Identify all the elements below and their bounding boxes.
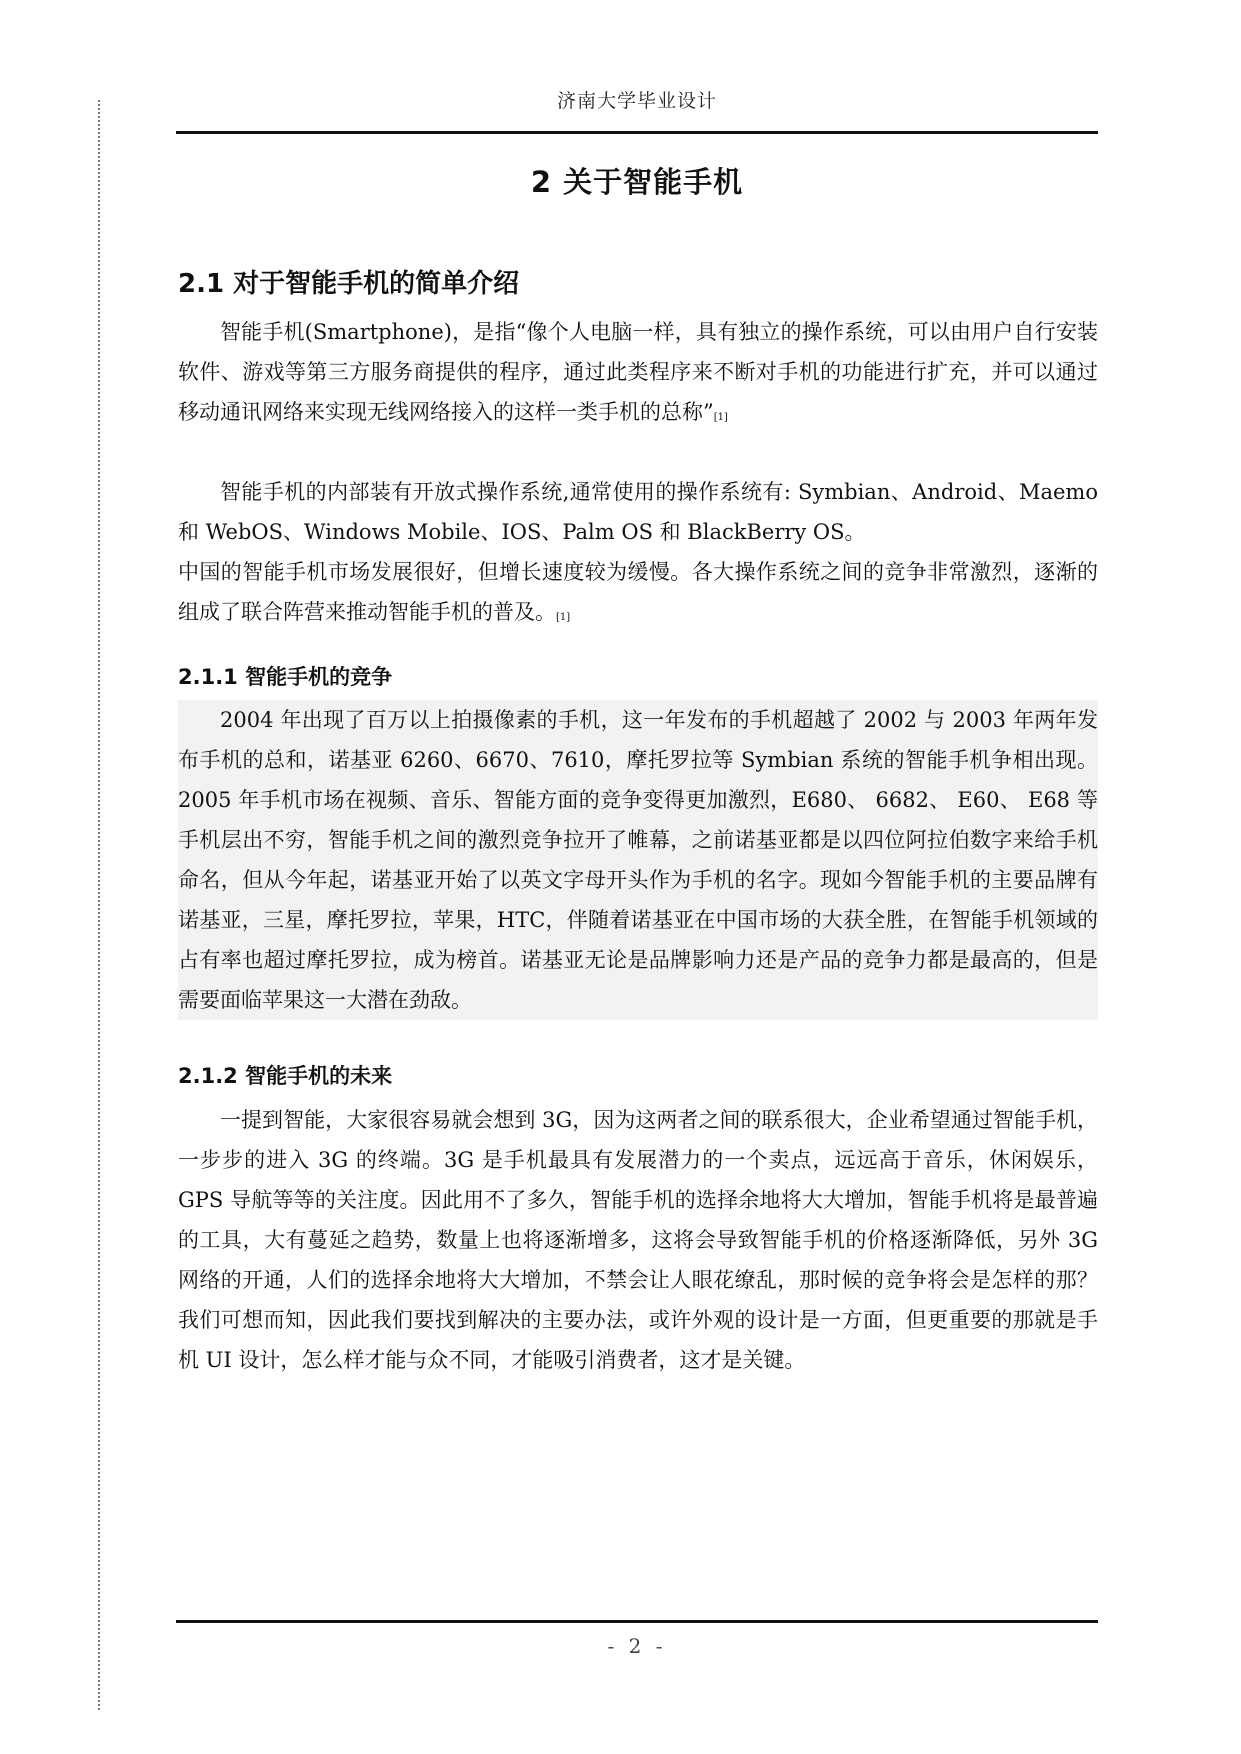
paragraph-future: 一提到智能，大家很容易就会想到 3G，因为这两者之间的联系很大，企业希望通过智能手机，一步步的进入 3G 的终端。3G 是手机最具有发展潜力的一个卖点，远远高于音乐，休闲娱乐，GPS 导航等等的关注度。因此用不了多久，智能手机的选择余地将大大增加，智能手机将是最普遍的工具，大有蔓延之趋势，数量上也将逐渐增多，这将会导致智能手机的价格逐渐降低，另外 3G 网络的开通，人们的选择余地将大大增加，不禁会让人眼花缭乱，那时候的竞争将会是怎样的那？我们可想而知，因此我们要找到解决的主要办法，或许外观的设计是一方面，但更重要的那就是手机 UI 设计，怎么样才能与众不同，才能吸引消费者，这才是关键。: [178, 1108, 1098, 1372]
binding-margin-line: [98, 100, 100, 1710]
section-heading-2-1-2: 2.1.2 智能手机的未来: [178, 1064, 393, 1088]
page-number: - 2 -: [607, 1634, 667, 1658]
paragraph-china-market: [178, 552, 1098, 632]
footer-divider: [176, 1620, 1098, 1623]
section-heading-2-1: 2.1 对于智能手机的简单介绍: [178, 269, 520, 299]
paragraph-competition: 2004 年出现了百万以上拍摄像素的手机，这一年发布的手机超越了 2002 与 2003 年两年发布手机的总和，诺基亚 6260、6670、7610，摩托罗拉等 Symbian 系统的智能手机争相出现。2005 年手机市场在视频、音乐、智能方面的竞争变得更加激烈，E680、 6682、 E60、 E68 等手机层出不穷，智能手机之间的激烈竞争拉开了帷幕，之前诺基亚都是以四位阿拉伯数字来给手机命名，但从今年起，诺基亚开始了以英文字母开头作为手机的名字。现如今智能手机的主要品牌有诺基亚，三星，摩托罗拉，苹果，HTC，伴随着诺基亚在中国市场的大获全胜，在智能手机领域的占有率也超过摩托罗拉，成为榜首。诺基亚无论是品牌影响力还是产品的竞争力都是最高的，但是需要面临苹果这一大潜在劲敌。: [178, 700, 1098, 1020]
paragraph-smartphone-definition: [178, 312, 1098, 432]
paragraph-text: 智能手机(Smartphone)，是指“像个人电脑一样，具有独立的操作系统，可以由用户自行安装软件、游戏等第三方服务商提供的程序，通过此类程序来不断对手机的功能进行扩充，并可以通过移动通讯网络来实现无线网络接入的这样一类手机的总称”: [178, 320, 1098, 424]
page-header-title: 济南大学毕业设计: [556, 90, 717, 112]
paragraph-text: 中国的智能手机市场发展很好，但增长速度较为缓慢。各大操作系统之间的竞争非常激烈，逐渐的组成了联合阵营来推动智能手机的普及。: [178, 560, 1098, 624]
header-divider: [176, 131, 1098, 134]
chapter-title: 2 关于智能手机: [530, 165, 744, 199]
citation-ref: [1]: [713, 412, 728, 423]
citation-ref: [1]: [556, 612, 571, 623]
section-heading-2-1-1: 2.1.1 智能手机的竞争: [178, 665, 393, 689]
paragraph-operating-systems: 智能手机的内部装有开放式操作系统,通常使用的操作系统有: Symbian、Android、Maemo 和 WebOS、Windows Mobile、IOS、Palm OS 和 BlackBerry OS。: [178, 480, 1098, 544]
